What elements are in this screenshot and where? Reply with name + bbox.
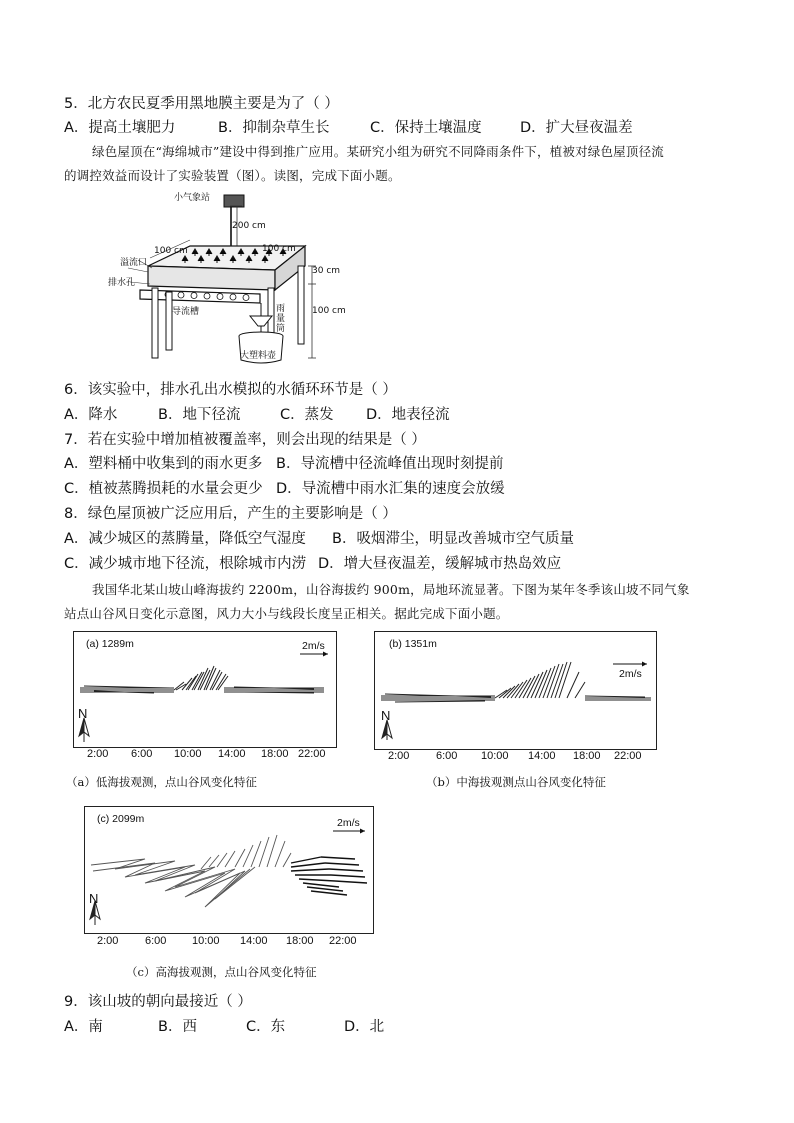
panel-c-north-label: N [89,891,99,906]
panel-b-label: (b) 1351m [389,638,437,650]
label-200cm: 200 cm [232,221,266,231]
passage2-line2: 站点山谷风日变化示意图，风力大小与线段长度呈正相关。据此完成下面小题。 [64,606,509,621]
panel-b-tick-10: 10:00 [481,750,509,762]
panel-c-tick-2: 2:00 [97,935,119,947]
panel-a-tick-10: 10:00 [174,748,202,760]
q8-option-a: A．减少城区的蒸腾量，降低空气湿度 [64,531,306,547]
panel-a-tick-2: 2:00 [87,748,109,760]
passage1-line2: 的调控效益而设计了实验装置（图）。读图，完成下面小题。 [64,168,401,183]
panel-a-caption: （a）低海拔观测，点山谷风变化特征 [66,775,257,789]
panel-c-caption: （c）高海拔观测，点山谷风变化特征 [126,965,317,979]
panel-a-north-label: N [78,706,88,721]
q6-option-a: A．降水 [64,407,118,423]
label-drain-hole: 排水孔 [108,278,136,288]
passage2-line1: 我国华北某山坡山峰海拔约 2200m，山谷海拔约 900m，局地环流显著。下图为某年冬季该山坡不同气象 [92,582,690,597]
q6-option-b: B．地下径流 [158,407,241,423]
panel-a-scale: 2m/s [302,640,325,652]
panel-b-caption: （b）中海拔观测点山谷风变化特征 [426,775,606,789]
panel-a-wind-vectors [74,632,338,749]
label-channel: 导流槽 [172,307,200,317]
panel-c-tick-6: 6:00 [145,935,167,947]
q7-option-b: B．导流槽中径流峰值出现时刻提前 [276,456,504,472]
panel-c-tick-10: 10:00 [192,935,220,947]
panel-c-tick-18: 18:00 [286,935,314,947]
wind-panel-c [84,806,374,934]
panel-b-tick-22: 22:00 [614,750,642,762]
panel-a-tick-14: 14:00 [218,748,246,760]
label-overflow: 溢流口 [120,258,148,268]
q5-option-d: D．扩大昼夜温差 [520,120,633,136]
q7-option-a: A．塑料桶中收集到的雨水更多 [64,456,263,472]
q6-option-d: D．地表径流 [366,407,450,423]
panel-a-label: (a) 1289m [86,638,134,650]
label-weather-station: 小气象站 [174,193,211,203]
panel-b-tick-6: 6:00 [436,750,458,762]
q9-stem: 9．该山坡的朝向最接近（ ） [64,994,252,1010]
label-100cm-right: 100 cm [262,244,296,254]
q6-stem: 6．该实验中，排水孔出水模拟的水循环环节是（ ） [64,382,397,398]
label-rain-gauge: 雨量筒 [276,304,286,334]
q7-stem: 7．若在实验中增加植被覆盖率，则会出现的结果是（ ） [64,432,426,448]
panel-b-wind-vectors [375,632,658,751]
panel-b-north-label: N [381,708,391,723]
panel-b-scale: 2m/s [619,668,642,680]
panel-b-tick-2: 2:00 [388,750,410,762]
wind-panel-b [374,631,657,750]
wind-panel-a [73,631,337,748]
panel-a-tick-6: 6:00 [131,748,153,760]
q9-option-b: B．西 [158,1019,197,1035]
panel-c-label: (c) 2099m [97,813,145,825]
panel-a-tick-22: 22:00 [298,748,326,760]
panel-c-tick-14: 14:00 [240,935,268,947]
q9-option-c: C．东 [246,1019,286,1035]
q5-option-b: B．抑制杂草生长 [218,120,330,136]
q8-option-b: B．吸烟滞尘，明显改善城市空气质量 [332,531,574,547]
q5-option-c: C．保持土壤温度 [370,120,482,136]
q8-option-c: C．减少城市地下径流，根除城市内涝 [64,556,307,572]
q5-stem: 5．北方农民夏季用黑地膜主要是为了（ ） [64,96,339,112]
panel-b-tick-14: 14:00 [528,750,556,762]
q9-option-a: A．南 [64,1019,103,1035]
green-roof-diagram [100,188,360,368]
q5-option-a: A．提高土壤肥力 [64,120,176,136]
q7-option-d: D．导流槽中雨水汇集的速度会放缓 [276,481,505,497]
q8-option-d: D．增大昼夜温差，缓解城市热岛效应 [318,556,562,572]
label-30cm: 30 cm [312,266,341,276]
green-roof-apparatus-drawing [100,188,360,368]
panel-a-tick-18: 18:00 [261,748,289,760]
panel-c-scale: 2m/s [337,817,360,829]
panel-c-wind-vectors [85,807,375,935]
label-100cm-height: 100 cm [312,306,346,316]
label-100cm-left: 100 cm [154,246,188,256]
q7-option-c: C．植被蒸腾损耗的水量会更少 [64,481,263,497]
passage1-line1: 绿色屋顶在“海绵城市”建设中得到推广应用。某研究小组为研究不同降雨条件下，植被对绿色屋顶径流 [92,144,664,159]
q9-option-d: D．北 [344,1019,385,1035]
panel-b-tick-18: 18:00 [573,750,601,762]
panel-c-tick-22: 22:00 [329,935,357,947]
q8-stem: 8．绿色屋顶被广泛应用后，产生的主要影响是（ ） [64,506,397,522]
q6-option-c: C．蒸发 [280,407,334,423]
label-bucket: 大塑料壶 [240,351,277,361]
